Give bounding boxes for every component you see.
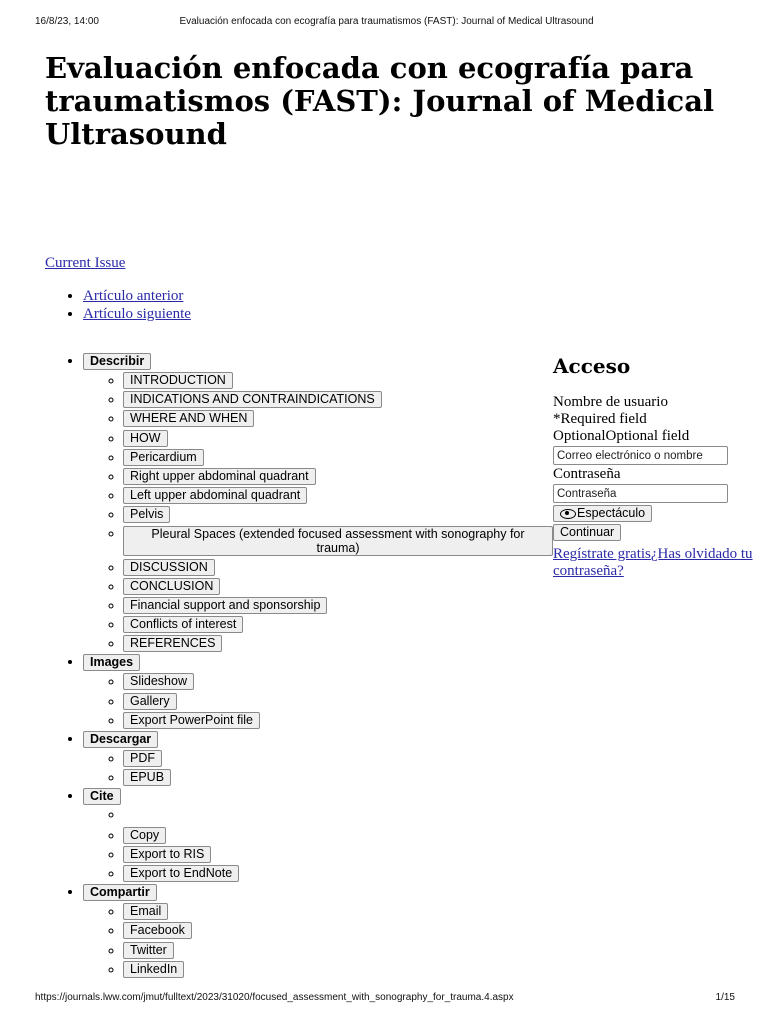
list-item: [83, 305, 191, 323]
section-cite: [83, 787, 603, 883]
list-item: [123, 390, 603, 409]
print-datetime: 16/8/23, 14:00: [35, 16, 99, 27]
descargar-button[interactable]: Descargar: [83, 731, 158, 748]
previous-article-link[interactable]: Artículo anterior: [83, 288, 184, 304]
next-article-link[interactable]: Artículo siguiente: [83, 306, 191, 322]
copy-citation-button[interactable]: Copy: [123, 827, 166, 844]
list-item: [123, 941, 603, 960]
eye-icon: [560, 509, 576, 519]
slideshow-button[interactable]: Slideshow: [123, 673, 194, 690]
list-item: [123, 902, 603, 921]
toc-conclusion-button[interactable]: CONCLUSION: [123, 578, 220, 595]
forgot-password-link[interactable]: ¿Has olvidado tu contraseña?: [553, 546, 753, 579]
print-footer: [35, 992, 735, 1008]
toc-where-when-button[interactable]: WHERE AND WHEN: [123, 410, 254, 427]
describir-list: [83, 371, 603, 653]
list-item: [123, 749, 603, 768]
section-describir: [83, 352, 603, 653]
share-linkedin-button[interactable]: LinkedIn: [123, 961, 184, 978]
continue-button[interactable]: Continuar: [553, 524, 621, 541]
list-item: [123, 921, 603, 940]
cite-list: [83, 806, 603, 883]
list-item: [123, 634, 603, 653]
share-twitter-button[interactable]: Twitter: [123, 942, 174, 959]
list-item: [123, 960, 603, 979]
page-number: 1/15: [715, 992, 735, 1003]
article-nav: [45, 287, 191, 323]
list-item: [123, 577, 603, 596]
descargar-list: [83, 749, 603, 787]
section-descargar: [83, 730, 603, 787]
list-item: [123, 711, 603, 730]
images-list: [83, 672, 603, 730]
list-item: [123, 845, 603, 864]
section-compartir: [83, 883, 603, 979]
list-item: [123, 429, 603, 448]
compartir-button[interactable]: Compartir: [83, 884, 157, 901]
list-item: [123, 467, 603, 486]
toc-pelvis-button[interactable]: Pelvis: [123, 506, 170, 523]
toc-pericardium-button[interactable]: Pericardium: [123, 449, 204, 466]
list-item: [123, 448, 603, 467]
toc-references-button[interactable]: REFERENCES: [123, 635, 222, 652]
article-tools-menu: [45, 352, 603, 979]
current-issue-link[interactable]: Current Issue: [45, 255, 126, 271]
gallery-button[interactable]: Gallery: [123, 693, 177, 710]
images-button[interactable]: Images: [83, 654, 140, 671]
show-password-button[interactable]: [553, 505, 652, 522]
list-item: [123, 806, 603, 825]
toc-financial-support-button[interactable]: Financial support and sponsorship: [123, 597, 327, 614]
print-header: [35, 16, 738, 32]
export-ris-button[interactable]: Export to RIS: [123, 846, 211, 863]
epub-button[interactable]: EPUB: [123, 769, 171, 786]
list-item: [123, 596, 603, 615]
share-email-button[interactable]: Email: [123, 903, 168, 920]
list-item: [123, 409, 603, 428]
list-item: [123, 826, 603, 845]
toc-how-button[interactable]: HOW: [123, 430, 168, 447]
print-title: Evaluación enfocada con ecografía para traumatismos (FAST): Journal of Medical Ultrasound: [179, 16, 594, 27]
login-links: [553, 546, 753, 580]
password-label: Contraseña: [553, 466, 621, 482]
toc-indications-button[interactable]: INDICATIONS AND CONTRAINDICATIONS: [123, 391, 382, 408]
list-item: [123, 505, 603, 524]
username-input[interactable]: [553, 446, 728, 465]
list-item: [123, 692, 603, 711]
list-item: [123, 864, 603, 883]
print-url: https://journals.lww.com/jmut/fulltext/2023/31020/focused_assessment_with_sonography_for_trauma.4.aspx: [35, 992, 514, 1003]
article-title: Evaluación enfocada con ecografía para traumatismos (FAST): Journal of Medical Ultrasound: [45, 51, 715, 151]
list-item: [123, 615, 603, 634]
export-endnote-button[interactable]: Export to EndNote: [123, 865, 239, 882]
toc-pleural-spaces-button[interactable]: Pleural Spaces (extended focused assessment with sonography for trauma): [123, 526, 553, 556]
cite-button[interactable]: Cite: [83, 788, 121, 805]
login-panel: [553, 352, 753, 580]
username-label: Nombre de usuario: [553, 394, 668, 410]
export-powerpoint-button[interactable]: Export PowerPoint file: [123, 712, 260, 729]
login-title: Acceso: [553, 354, 631, 378]
toc-left-upper-quadrant-button[interactable]: Left upper abdominal quadrant: [123, 487, 307, 504]
toc-right-upper-quadrant-button[interactable]: Right upper abdominal quadrant: [123, 468, 316, 485]
toc-discussion-button[interactable]: DISCUSSION: [123, 559, 215, 576]
optional-note: OptionalOptional field: [553, 428, 690, 444]
share-facebook-button[interactable]: Facebook: [123, 922, 192, 939]
compartir-list: [83, 902, 603, 979]
required-note: *Required field: [553, 411, 647, 427]
list-item: [123, 486, 603, 505]
section-images: [83, 653, 603, 730]
list-item: [83, 287, 191, 305]
register-link[interactable]: Regístrate gratis: [553, 546, 651, 562]
describir-button[interactable]: Describir: [83, 353, 151, 370]
list-item: [123, 558, 603, 577]
list-item: [123, 525, 603, 558]
list-item: [123, 371, 603, 390]
toc-introduction-button[interactable]: INTRODUCTION: [123, 372, 233, 389]
show-password-label: Espectáculo: [577, 506, 646, 520]
pdf-button[interactable]: PDF: [123, 750, 162, 767]
password-input[interactable]: [553, 484, 728, 503]
toc-conflicts-button[interactable]: Conflicts of interest: [123, 616, 243, 633]
list-item: [123, 672, 603, 691]
list-item: [123, 768, 603, 787]
